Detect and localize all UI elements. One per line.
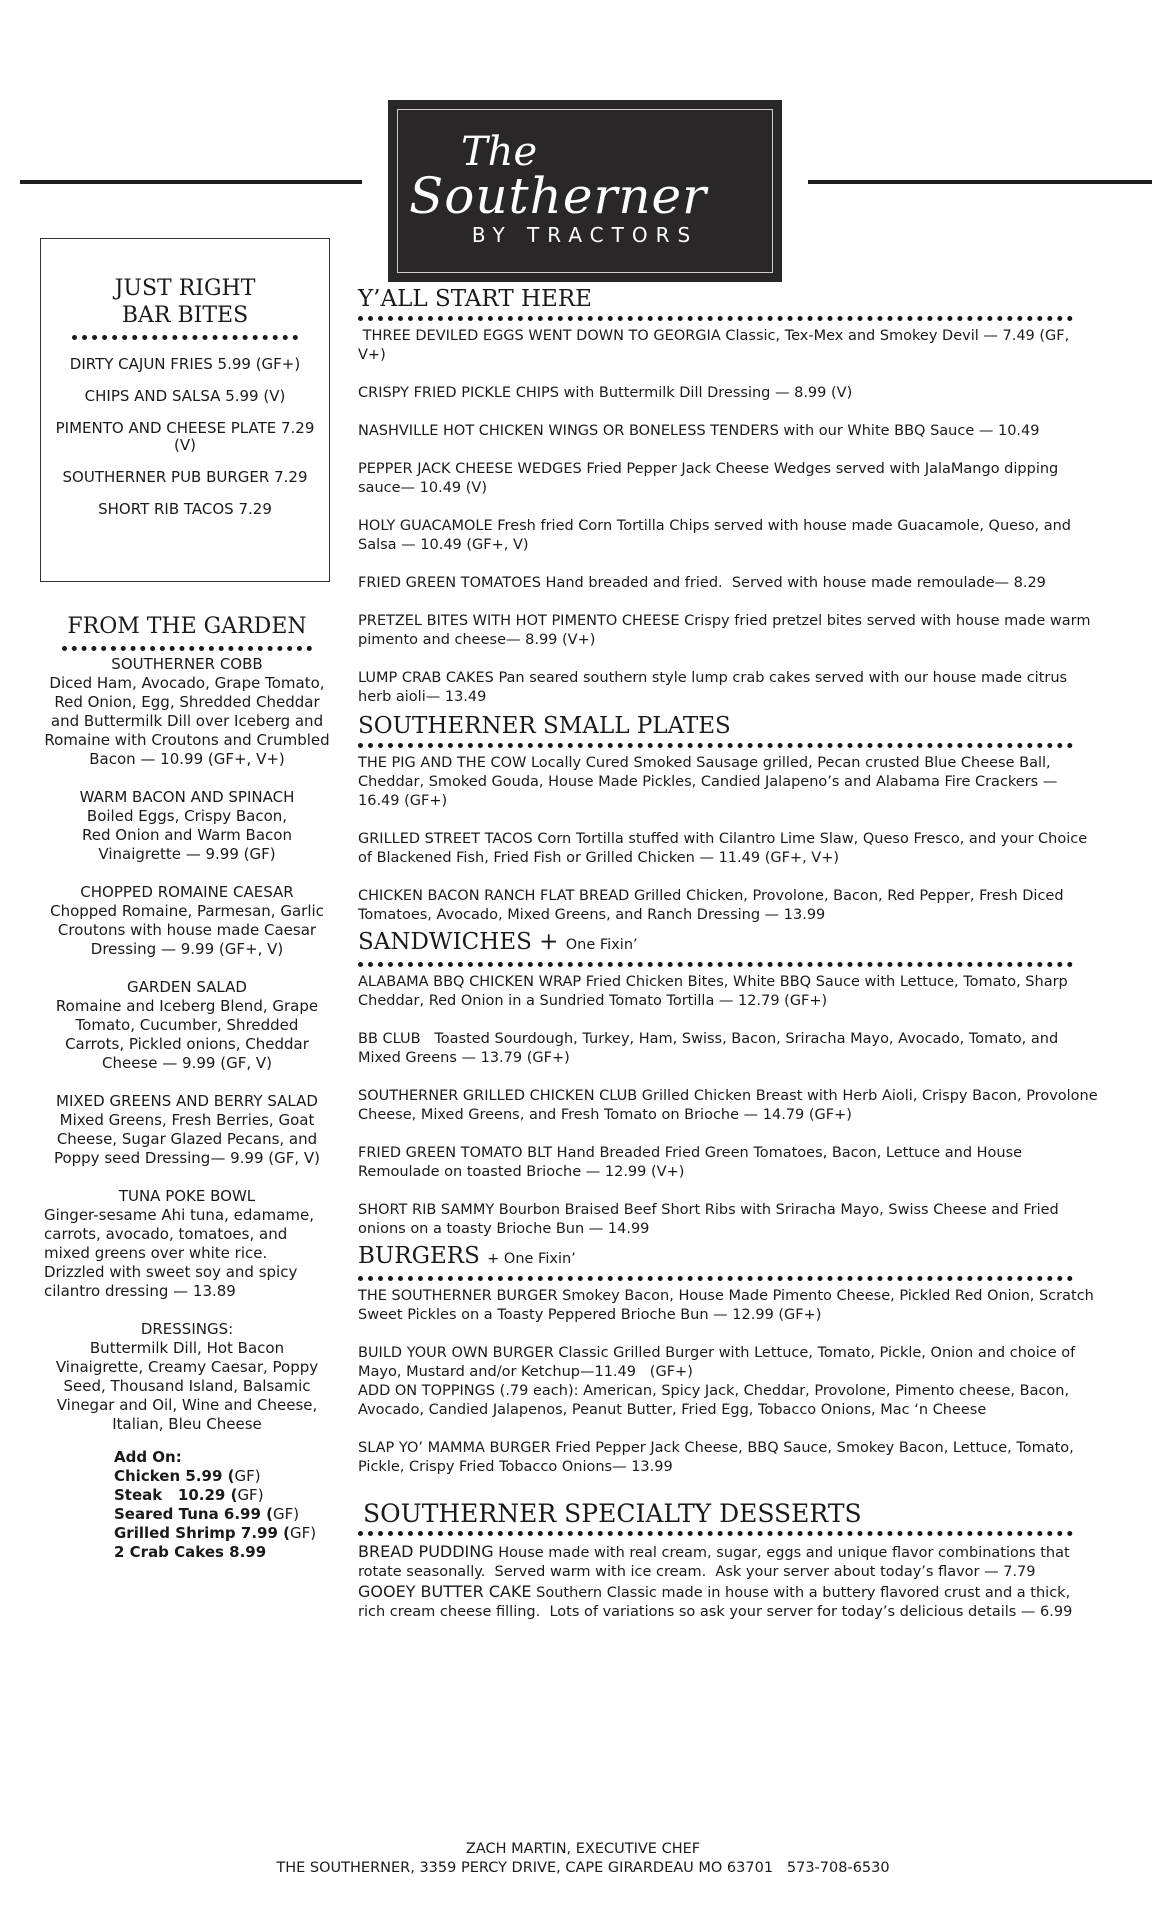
bar-bites-title-line-1: JUST RIGHT: [114, 276, 256, 301]
menu-item: SHORT RIB SAMMY Bourbon Braised Beef Short Ribs with Sriracha Mayo, Swiss Cheese and Fried onions on a toasty Brioche Bun — 14.99: [358, 1202, 1059, 1237]
section-title-small-plates: SOUTHERNER SMALL PLATES: [358, 713, 731, 739]
bar-bite-item: PIMENTO AND CHEESE PLATE 7.29 (V): [55, 419, 315, 454]
menu-item: LUMP CRAB CAKES Pan seared southern style lump crab cakes served with our house made citrus herb aioli— 13.49: [358, 670, 1068, 705]
garden-item: [44, 1187, 330, 1301]
menu-item: ALABAMA BBQ CHICKEN WRAP Fried Chicken Bites, White BBQ Sauce with Lettuce, Tomato, Sharp Cheddar, Red Onion in a Sundried Tomato Tortilla — 12.79 (GF+): [358, 974, 1068, 1009]
add-on-text: Chicken 5.99 (: [114, 1467, 235, 1485]
menu-item: FRIED GREEN TOMATO BLT Hand Breaded Fried Green Tomatoes, Bacon, Lettuce and House Remoulade on toasted Brioche — 12.99 (V+): [358, 1145, 1023, 1180]
footer: [0, 1840, 1166, 1878]
garden-item-name: CHOPPED ROMAINE CAESAR: [80, 883, 294, 901]
garden-item-name: GARDEN SALAD: [127, 978, 247, 996]
add-on-tag: GF): [273, 1505, 300, 1523]
bar-bite-item: SOUTHERNER PUB BURGER 7.29: [62, 468, 308, 486]
logo-line-1: The: [461, 129, 538, 175]
add-on-tag: GF): [289, 1524, 317, 1542]
dotted-divider: [358, 1531, 1073, 1536]
logo-line-3: BY TRACTORS: [471, 223, 699, 247]
garden-section: [44, 612, 330, 1562]
dressings-label: DRESSINGS:: [140, 1320, 234, 1338]
add-on-item: [114, 1467, 330, 1486]
add-on-title: Add On:: [114, 1448, 182, 1466]
add-on-list: [114, 1448, 330, 1562]
menu-item: SOUTHERNER GRILLED CHICKEN CLUB Grilled Chicken Breast with Herb Aioli, Crispy Bacon, Provolone Cheese, Mixed Greens, and Fresh Tomato on Brioche — 14.79 (GF+): [358, 1088, 1098, 1123]
garden-item-name: TUNA POKE BOWL: [118, 1187, 256, 1205]
footer-address: THE SOUTHERNER, 3359 PERCY DRIVE, CAPE GIRARDEAU MO 63701 573-708-6530: [276, 1860, 890, 1876]
menu-item: THE SOUTHERNER BURGER Smokey Bacon, House Made Pimento Cheese, Pickled Red Onion, Scratch Sweet Pickles on a Toasty Peppered Brioche Bun — 12.99 (GF+): [358, 1288, 1094, 1323]
menu-item: SLAP YO’ MAMMA BURGER Fried Pepper Jack Cheese, BBQ Sauce, Smokey Bacon, Lettuce, Tomato, Pickle, Crispy Fried Tobacco Onions— 13.99: [358, 1440, 1074, 1475]
dotted-divider: [358, 743, 1073, 748]
garden-item: [44, 1092, 330, 1168]
bar-bite-item: DIRTY CAJUN FRIES 5.99 (GF+): [69, 355, 301, 373]
dotted-divider: [72, 335, 298, 340]
main-menu: [358, 284, 1098, 1622]
dessert-name: GOOEY BUTTER CAKE: [358, 1582, 532, 1601]
section-title-sandwiches: [358, 927, 1098, 960]
add-on-item: [114, 1524, 330, 1543]
menu-item: FRIED GREEN TOMATOES Hand breaded and fried. Served with house made remoulade— 8.29: [358, 575, 1046, 591]
dessert-desc: House made with real cream, sugar, eggs and unique flavor combinations that rotate seasonally. Served warm with ice cream. Ask your server about today’s flavor — 7.79: [358, 1545, 1075, 1580]
garden-item-name: SOUTHERNER COBB: [111, 655, 263, 673]
bar-bites-title: [41, 275, 329, 329]
add-on-tag: GF): [234, 1467, 261, 1485]
garden-title: FROM THE GARDEN: [67, 614, 307, 639]
menu-item: PEPPER JACK CHEESE WEDGES Fried Pepper Jack Cheese Wedges served with JalaMango dipping sauce— 10.49 (V): [358, 461, 1059, 496]
dressings-list: Buttermilk Dill, Hot Bacon Vinaigrette, Creamy Caesar, Poppy Seed, Thousand Island, Balsamic Vinegar and Oil, Wine and Cheese, Italian, Bleu Cheese: [55, 1339, 319, 1433]
header-rule-right: [808, 180, 1152, 184]
add-on-toppings: ADD ON TOPPINGS (.79 each): American, Spicy Jack, Cheddar, Provolone, Pimento cheese, Bacon, Avocado, Candied Jalapenos, Peanut Butter, Fried Egg, Tobacco Onions, Mac ‘n Cheese: [358, 1383, 1070, 1418]
menu-item: HOLY GUACAMOLE Fresh fried Corn Tortilla Chips served with house made Guacamole, Queso, and Salsa — 10.49 (GF+, V): [358, 518, 1071, 553]
menu-item: GRILLED STREET TACOS Corn Tortilla stuffed with Cilantro Lime Slaw, Queso Fresco, and your Choice of Blackened Fish, Fried Fish or Grilled Chicken — 11.49 (GF+, V+): [358, 831, 1088, 866]
add-on-text: Grilled Shrimp 7.99 (: [114, 1524, 290, 1542]
bar-bites-title-line-2: BAR BITES: [121, 303, 249, 328]
dessert-item: [358, 1582, 1098, 1622]
menu-item: CHICKEN BACON RANCH FLAT BREAD Grilled Chicken, Provolone, Bacon, Red Pepper, Fresh Diced Tomatoes, Avocado, Mixed Greens, and Ranch Dressing — 13.99: [358, 888, 1064, 923]
add-on-item: [114, 1505, 330, 1524]
header-rule-left: [20, 180, 362, 184]
add-on-tag: GF): [237, 1486, 264, 1504]
garden-item-desc: Romaine and Iceberg Blend, Grape Tomato, Cucumber, Shredded Carrots, Pickled onions, Cheddar Cheese — 9.99 (GF, V): [55, 997, 319, 1072]
dotted-divider: [358, 1276, 1073, 1281]
add-on-text: Steak 10.29 (: [114, 1486, 238, 1504]
dotted-divider: [62, 646, 312, 651]
add-on-text: 2 Crab Cakes 8.99: [114, 1543, 267, 1561]
burgers-title: BURGERS: [358, 1243, 480, 1269]
bar-bite-item: CHIPS AND SALSA 5.99 (V): [84, 387, 286, 405]
garden-item-desc: Diced Ham, Avocado, Grape Tomato, Red Onion, Egg, Shredded Cheddar and Buttermilk Dill over Iceberg and Romaine with Croutons and Crumbled Bacon — 10.99 (GF+, V+): [44, 674, 330, 768]
garden-item-name: WARM BACON AND SPINACH: [79, 788, 295, 806]
dotted-divider: [358, 316, 1073, 321]
menu-item: THE PIG AND THE COW Locally Cured Smoked Sausage grilled, Pecan crusted Blue Cheese Ball, Cheddar, Smoked Gouda, House Made Pickles, Candied Jalapeno’s and Alabama Fire Crackers — 16.49 (GF+): [358, 755, 1058, 809]
garden-item: [44, 655, 330, 769]
menu-item: BUILD YOUR OWN BURGER Classic Grilled Burger with Lettuce, Tomato, Pickle, Onion and choice of Mayo, Mustard and/or Ketchup—11.49 (GF+): [358, 1345, 1080, 1380]
bar-bite-item: SHORT RIB TACOS 7.29: [98, 500, 272, 518]
add-on-text: Seared Tuna 6.99 (: [114, 1505, 274, 1523]
add-on-item: [114, 1543, 330, 1562]
section-title-burgers: [358, 1241, 1098, 1274]
garden-item-desc: Chopped Romaine, Parmesan, Garlic Croutons with house made Caesar Dressing — 9.99 (GF+, V): [50, 902, 324, 958]
garden-item: [44, 788, 330, 864]
bar-bites-box: [40, 238, 330, 582]
footer-chef: ZACH MARTIN, EXECUTIVE CHEF: [465, 1841, 701, 1857]
dressings: [44, 1320, 330, 1434]
garden-item-name: MIXED GREENS AND BERRY SALAD: [56, 1092, 318, 1110]
menu-item: THREE DEVILED EGGS WENT DOWN TO GEORGIA Classic, Tex-Mex and Smokey Devil — 7.49 (GF, V+): [358, 328, 1074, 363]
dessert-item: [358, 1542, 1098, 1582]
sandwiches-subtitle: One Fixin’: [565, 937, 638, 953]
logo-line-2: Southerner: [409, 167, 708, 225]
garden-item-desc: Boiled Eggs, Crispy Bacon, Red Onion and Warm Bacon Vinaigrette — 9.99 (GF): [82, 807, 292, 863]
menu-item: BB CLUB Toasted Sourdough, Turkey, Ham, Swiss, Bacon, Sriracha Mayo, Avocado, Tomato, and Mixed Greens — 13.79 (GF+): [358, 1031, 1063, 1066]
garden-item-desc: Ginger-sesame Ahi tuna, edamame, carrots, avocado, tomatoes, and mixed greens over white rice. Drizzled with sweet soy and spicy cilantro dressing — 13.89: [44, 1206, 315, 1300]
section-title-desserts: SOUTHERNER SPECIALTY DESSERTS: [363, 1499, 862, 1528]
burgers-subtitle: + One Fixin’: [487, 1251, 576, 1267]
sandwiches-title: SANDWICHES +: [358, 929, 559, 955]
add-on-item: [114, 1486, 330, 1505]
dessert-name: BREAD PUDDING: [358, 1542, 494, 1561]
dessert-desc: Southern Classic made in house with a buttery flavored crust and a thick, rich cream cheese filling. Lots of variations so ask your server for today’s delicious details — 6.99: [358, 1585, 1075, 1620]
menu-item: PRETZEL BITES WITH HOT PIMENTO CHEESE Crispy fried pretzel bites served with house made warm pimento and cheese— 8.99 (V+): [358, 613, 1091, 648]
menu-item: NASHVILLE HOT CHICKEN WINGS OR BONELESS TENDERS with our White BBQ Sauce — 10.49: [358, 423, 1040, 439]
section-title-start: Y’ALL START HERE: [358, 286, 592, 312]
logo: [388, 100, 782, 282]
dotted-divider: [358, 962, 1073, 967]
garden-item: [44, 883, 330, 959]
garden-item: [44, 978, 330, 1073]
garden-item-desc: Mixed Greens, Fresh Berries, Goat Cheese, Sugar Glazed Pecans, and Poppy seed Dressing— 9.99 (GF, V): [53, 1111, 321, 1167]
menu-item: CRISPY FRIED PICKLE CHIPS with Buttermilk Dill Dressing — 8.99 (V): [358, 385, 853, 401]
